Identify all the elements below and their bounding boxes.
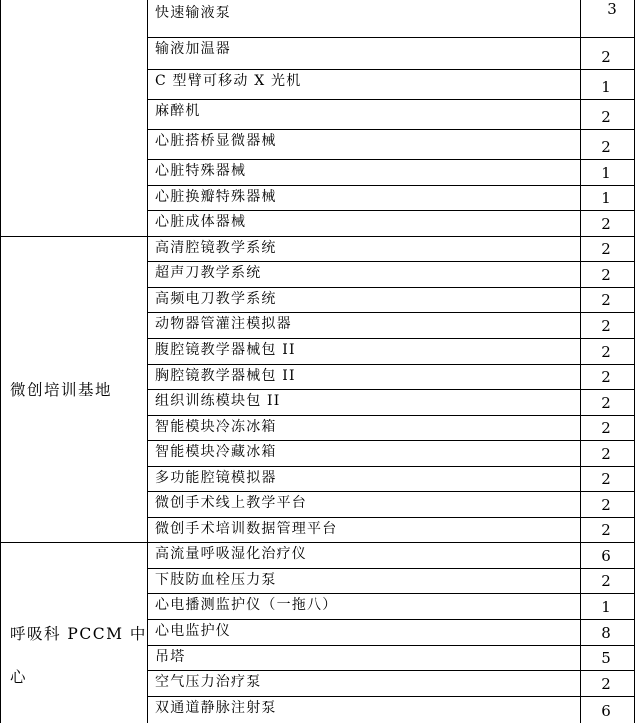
equipment-name: 心脏特殊器械 <box>155 163 247 179</box>
equipment-quantity: 1 <box>601 189 611 207</box>
row-divider <box>147 415 635 416</box>
equipment-quantity: 2 <box>601 394 611 412</box>
row-divider <box>147 69 635 70</box>
equipment-quantity: 2 <box>601 48 611 66</box>
equipment-quantity: 2 <box>601 215 611 233</box>
row-divider <box>147 287 635 288</box>
equipment-quantity: 1 <box>601 164 611 182</box>
row-divider <box>147 129 635 130</box>
row-divider <box>147 440 635 441</box>
equipment-quantity: 2 <box>601 572 611 590</box>
equipment-quantity: 5 <box>601 649 611 667</box>
equipment-quantity: 2 <box>601 291 611 309</box>
equipment-quantity: 6 <box>601 547 611 565</box>
equipment-quantity: 6 <box>601 702 611 720</box>
equipment-quantity: 2 <box>601 317 611 335</box>
equipment-name: 双通道静脉注射泵 <box>155 700 277 716</box>
equipment-quantity: 2 <box>601 240 611 258</box>
equipment-name: 空气压力治疗泵 <box>155 674 262 690</box>
equipment-name: 微创手术培训数据管理平台 <box>155 521 338 537</box>
row-divider <box>147 491 635 492</box>
equipment-name: 胸腔镜教学器械包 II <box>155 368 296 384</box>
equipment-name: 动物器管灌注模拟器 <box>155 316 292 332</box>
row-divider <box>147 593 635 594</box>
equipment-name: 智能模块冷冻冰箱 <box>155 419 277 435</box>
row-divider <box>147 159 635 160</box>
equipment-quantity: 2 <box>601 266 611 284</box>
section-divider <box>0 542 635 543</box>
row-divider <box>147 619 635 620</box>
equipment-quantity: 2 <box>601 419 611 437</box>
equipment-quantity: 2 <box>601 521 611 539</box>
equipment-quantity: 2 <box>601 138 611 156</box>
equipment-name: 心脏成体器械 <box>155 214 247 230</box>
equipment-quantity: 1 <box>601 78 611 96</box>
equipment-quantity: 2 <box>601 496 611 514</box>
column-divider-quantity <box>580 0 581 723</box>
section-divider <box>0 236 635 237</box>
row-divider <box>147 696 635 697</box>
equipment-name: 智能模块冷藏冰箱 <box>155 444 277 460</box>
equipment-name: 组织训练模块包 II <box>155 393 281 409</box>
equipment-name: 心脏搭桥显微器械 <box>155 133 277 149</box>
equipment-name: 高频电刀教学系统 <box>155 291 277 307</box>
equipment-name: 高流量呼吸湿化治疗仪 <box>155 546 307 562</box>
equipment-name: 微创手术线上教学平台 <box>155 495 307 511</box>
equipment-name: 麻醉机 <box>155 103 201 119</box>
equipment-name: C 型臂可移动 X 光机 <box>155 73 302 89</box>
equipment-quantity: 2 <box>601 675 611 693</box>
row-divider <box>147 670 635 671</box>
equipment-quantity: 2 <box>601 368 611 386</box>
department-label: 微创培训基地 <box>10 381 113 399</box>
equipment-name: 下肢防血栓压力泵 <box>155 572 277 588</box>
equipment-quantity: 2 <box>601 343 611 361</box>
equipment-name: 腹腔镜教学器械包 II <box>155 342 296 358</box>
equipment-quantity: 2 <box>601 445 611 463</box>
equipment-quantity: 1 <box>601 598 611 616</box>
department-label: 心 <box>10 668 28 686</box>
row-divider <box>147 37 635 38</box>
equipment-quantity: 2 <box>601 108 611 126</box>
equipment-name: 心电播测监护仪（一拖八） <box>155 597 338 613</box>
row-divider <box>147 185 635 186</box>
equipment-name: 快速输液泵 <box>155 5 231 21</box>
equipment-name: 高清腔镜教学系统 <box>155 240 277 256</box>
row-divider <box>147 338 635 339</box>
row-divider <box>147 568 635 569</box>
table-border-left <box>0 0 1 723</box>
row-divider <box>147 99 635 100</box>
equipment-name: 超声刀教学系统 <box>155 265 262 281</box>
row-divider <box>147 645 635 646</box>
equipment-quantity: 3 <box>607 0 617 18</box>
equipment-name: 多功能腔镜模拟器 <box>155 470 277 486</box>
equipment-name: 心电监护仪 <box>155 623 231 639</box>
equipment-name: 心脏换瓣特殊器械 <box>155 189 277 205</box>
equipment-name: 吊塔 <box>155 649 186 665</box>
row-divider <box>147 312 635 313</box>
equipment-quantity: 2 <box>601 470 611 488</box>
equipment-quantity: 8 <box>601 624 611 642</box>
row-divider <box>147 517 635 518</box>
row-divider <box>147 364 635 365</box>
row-divider <box>147 210 635 211</box>
equipment-name: 输液加温器 <box>155 41 231 57</box>
row-divider <box>147 261 635 262</box>
row-divider <box>147 389 635 390</box>
column-divider-department <box>147 0 148 723</box>
department-label: 呼吸科 PCCM 中 <box>10 625 147 643</box>
row-divider <box>147 466 635 467</box>
